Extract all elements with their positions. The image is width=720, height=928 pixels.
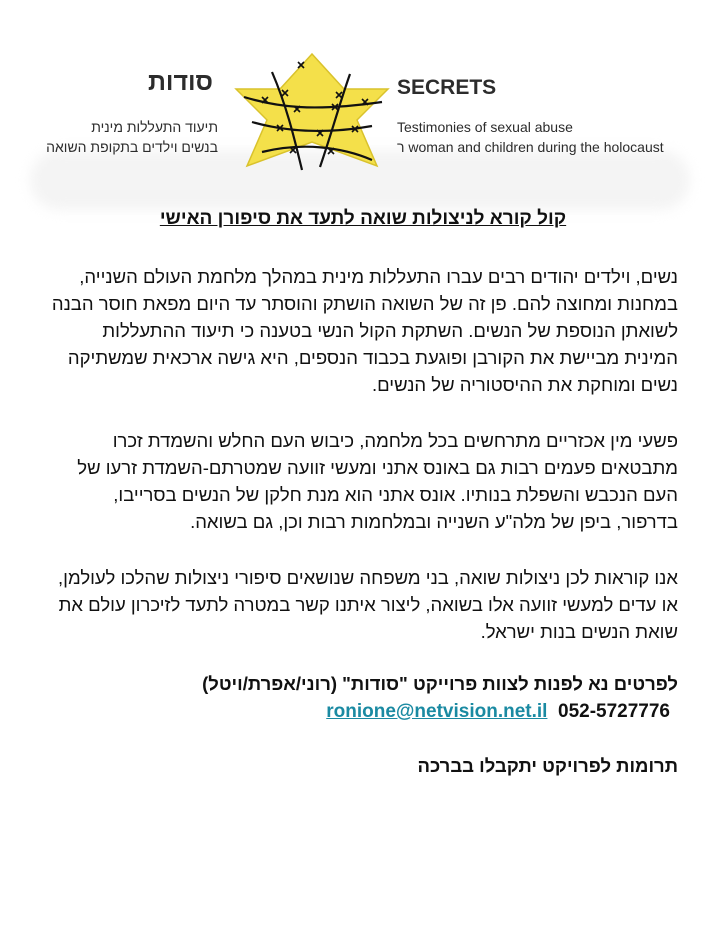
yellow-star-barbed-wire-icon [232, 52, 392, 178]
subtitle-english-line2: ר woman and children during the holocaust [397, 139, 664, 155]
logo-hebrew: סודות [147, 68, 213, 96]
page-title: קול קורא לניצולות שואה לתעד את סיפורן האישי [159, 208, 567, 229]
phone-number: 052-5727776 [558, 701, 670, 722]
logo-english: SECRETS [397, 76, 497, 99]
subtitle-english-line1: Testimonies of sexual abuse [397, 119, 573, 135]
contact-line [48, 698, 678, 726]
paragraph-2: פשעי מין אכזריים מתרחשים בכל מלחמה, כיבוש העם החלש והשמדת זכרו מתבטאים פעמים רבות גם באונס אתני ומעשי זוועה שמטרתם-השמדת זרעו של העם הנכבש והשפלת בנותיו. אונס אתני הוא מנת חלקן של הנשים בסרייבו, בדרפור, ביפן של מלה"ע השנייה ובמלחמות רבות וכן, גם בשואה. [77, 430, 678, 532]
page-header [0, 0, 720, 205]
document-body [48, 206, 678, 780]
subtitle-hebrew-line1: תיעוד התעללות מינית [91, 119, 218, 135]
email-link[interactable]: ronione@netvision.net.il [326, 701, 548, 722]
paragraph-1: נשים, וילדים יהודים רבים עברו התעללות מינית במהלך מלחמת העולם השנייה, במחנות ומחוצה להם. פן זה של השואה הושתק והוסתר עד היום מפאת חוסר הבנה לשואתן הנוספת של הנשים. השתקת הקול הנשי בטענה כי תיעוד ההתעללות המינית מביישת את הקורבן ופוגעת בכבוד הנספים, היא גישה ארכאית שמשתיקה נשים ומוחקת את ההיסטוריה של הנשים. [51, 266, 678, 395]
paragraph-3: אנו קוראות לכן ניצולות שואה, בני משפחה שנושאים סיפורי ניצולות שהלכו לעולמן, או עדים למעשי זוועה אלו בשואה, ליצור איתנו קשר במטרה לתעד לזיכרון עולם את שואת הנשים בנות ישראל. [58, 567, 678, 642]
contact-heading: לפרטים נא לפנות לצוות פרוייקט "סודות" (רוני/אפרת/ויטל) [202, 673, 678, 694]
subtitle-hebrew-line2: בנשים וילדים בתקופת השואה [46, 139, 218, 155]
donation-note: תרומות לפרויקט יתקבלו בברכה [417, 755, 678, 776]
